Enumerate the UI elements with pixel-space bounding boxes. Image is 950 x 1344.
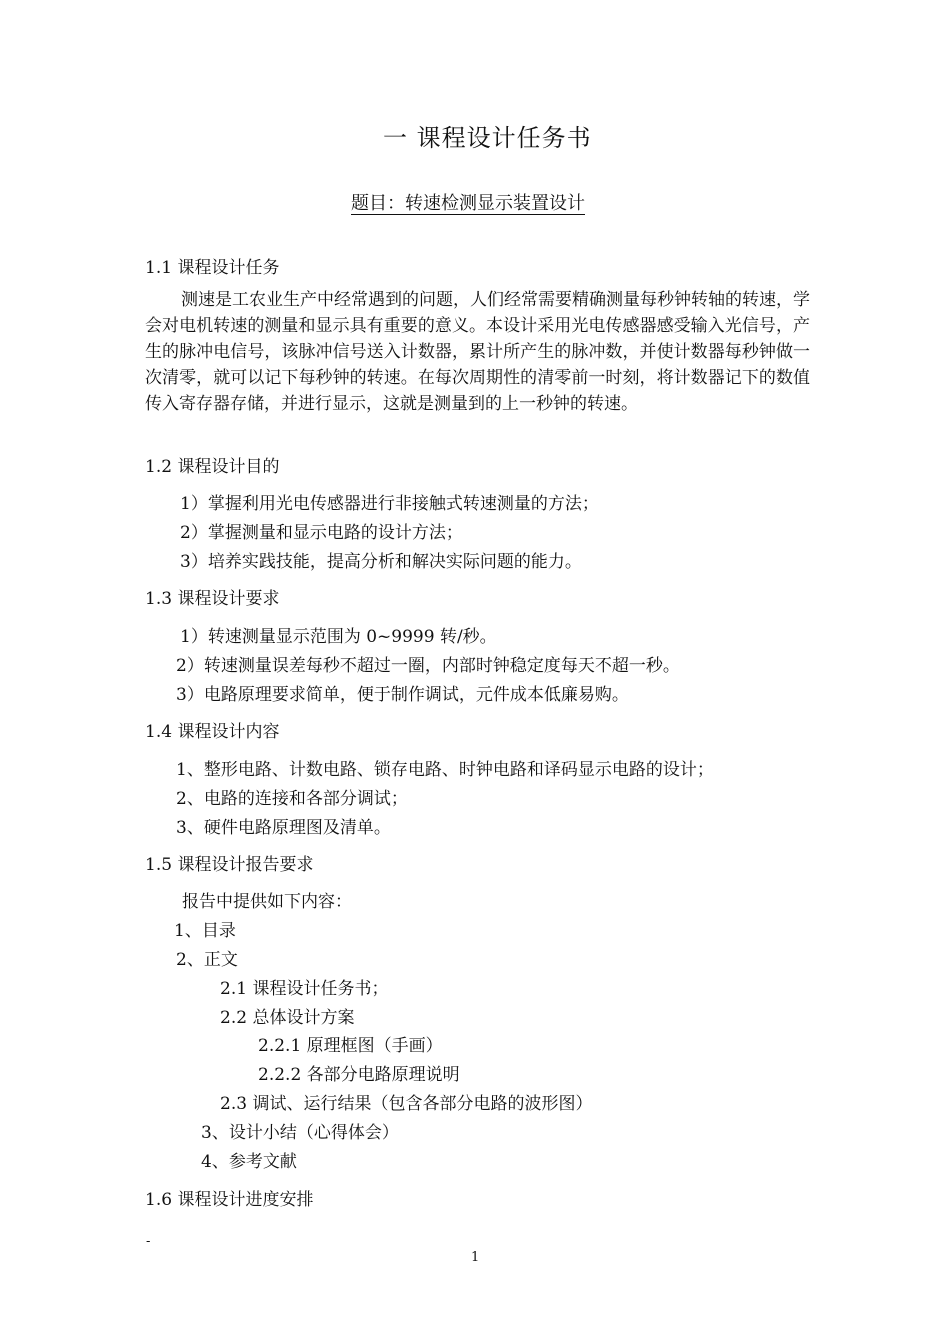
list-item: 2）掌握测量和显示电路的设计方法；: [180, 523, 463, 543]
list-item: 2）转速测量误差每秒不超过一圈，内部时钟稳定度每天不超一秒。: [176, 656, 680, 676]
list-item: 3）电路原理要求简单，便于制作调试，元件成本低廉易购。: [176, 685, 629, 705]
list-item: 3、硬件电路原理图及清单。: [176, 818, 391, 838]
list-item: 2、电路的连接和各部分调试；: [176, 789, 408, 809]
outline-item: 2.2.2 各部分电路原理说明: [258, 1065, 460, 1085]
outline-item: 2.3 调试、运行结果（包含各部分电路的波形图）: [220, 1094, 593, 1114]
outline-item: 3、设计小结（心得体会）: [201, 1123, 399, 1143]
list-item: 3）培养实践技能，提高分析和解决实际问题的能力。: [180, 552, 582, 572]
footer-mark: -: [146, 1234, 151, 1249]
outline-item: 4、参考文献: [201, 1152, 297, 1172]
outline-item: 2.2 总体设计方案: [220, 1008, 355, 1028]
document-title: 一 课程设计任务书: [383, 124, 592, 152]
section-heading-1-6: 1.6 课程设计进度安排: [145, 1190, 314, 1210]
list-item: 1）掌握利用光电传感器进行非接触式转速测量的方法；: [180, 494, 599, 514]
section-heading-1-2: 1.2 课程设计目的: [145, 457, 280, 477]
list-item: 1、整形电路、计数电路、锁存电路、时钟电路和译码显示电路的设计；: [176, 760, 714, 780]
outline-item: 2.1 课程设计任务书；: [220, 979, 389, 999]
page-number: 1: [471, 1250, 480, 1265]
outline-item: 2、正文: [176, 950, 238, 970]
outline-item: 2.2.1 原理框图（手画）: [258, 1036, 443, 1056]
report-intro: 报告中提供如下内容：: [182, 892, 352, 912]
list-item: 1）转速测量显示范围为 0~9999 转/秒。: [180, 627, 497, 647]
section-heading-1-5: 1.5 课程设计报告要求: [145, 855, 314, 875]
outline-item: 1、目录: [174, 921, 236, 941]
task-paragraph: 测速是工农业生产中经常遇到的问题，人们经常需要精确测量每秒钟转轴的转速，学会对电机转速的测量和显示具有重要的意义。本设计采用光电传感器感受输入光信号，产生的脉冲电信号，该脉冲信号送入计数器，累计所产生的脉冲数，并使计数器每秒钟做一次清零，就可以记下每秒钟的转速。在每次周期性的清零前一时刻，将计数器记下的数值传入寄存器存储，并进行显示，这就是测量到的上一秒钟的转速。: [145, 290, 810, 414]
section-heading-1-4: 1.4 课程设计内容: [145, 722, 280, 742]
section-heading-1-1: 1.1 课程设计任务: [145, 258, 280, 278]
document-subtitle: 题目：转速检测显示装置设计: [351, 193, 585, 214]
section-heading-1-3: 1.3 课程设计要求: [145, 589, 280, 609]
